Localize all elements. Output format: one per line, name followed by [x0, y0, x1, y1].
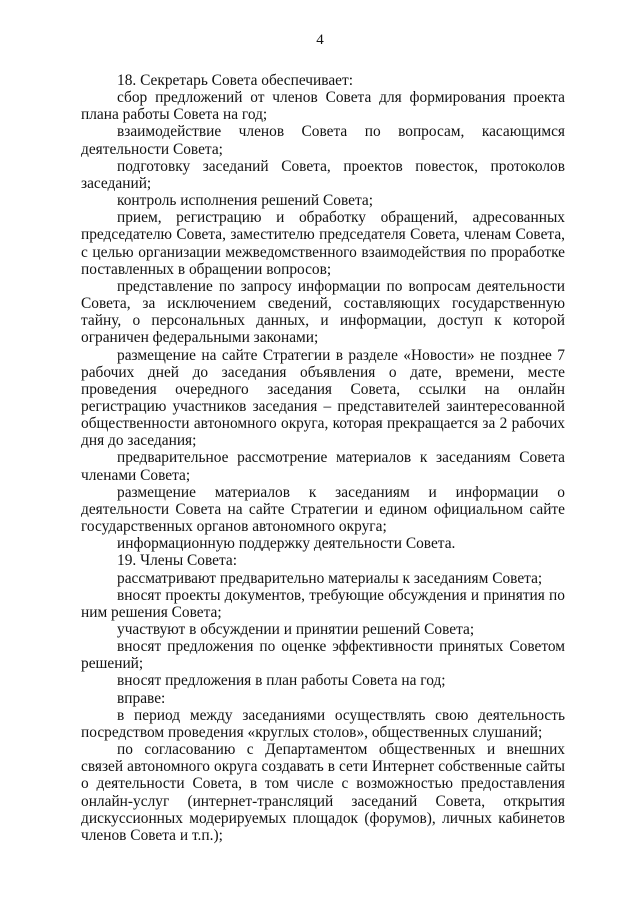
- paragraph: 19. Члены Совета:: [117, 552, 238, 570]
- page-number: 4: [316, 32, 324, 48]
- paragraph: в период между заседаниями осуществлять свою деятельность посредством проведения «круглых столов», общественных слушаний;: [81, 706, 565, 741]
- paragraph: вносят предложения по оценке эффективности принятых Советом решений;: [81, 638, 565, 673]
- paragraph: вносят предложения в план работы Совета на год;: [117, 672, 446, 690]
- paragraph: взаимодействие членов Совета по вопросам, касающимся деятельности Совета;: [81, 123, 565, 158]
- paragraph: участвуют в обсуждении и принятии решений Совета;: [117, 621, 475, 638]
- paragraph: представление по запросу информации по вопросам деятельности Совета, за исключением сведений, составляющих государственную тайну, о персональных данных, и информации, доступ к которой ограничен федеральными законами;: [81, 277, 565, 347]
- paragraph: предварительное рассмотрение материалов к заседаниям Совета членами Совета;: [81, 449, 565, 484]
- paragraph: рассматривают предварительно материалы к заседаниям Совета;: [117, 569, 543, 587]
- paragraph: контроль исполнения решений Совета;: [117, 192, 373, 210]
- paragraph: прием, регистрацию и обработку обращений, адресованных председателю Совета, заместителю председателя Совета, членам Совета, с целью организации межведомственного взаимодействия по проработке поставленных в обращении вопросов;: [81, 209, 565, 278]
- paragraph: подготовку заседаний Совета, проектов повесток, протоколов заседаний;: [81, 157, 565, 192]
- paragraph: сбор предложений от членов Совета для формирования проекта плана работы Совета на год;: [81, 89, 565, 124]
- document-body: [81, 72, 565, 844]
- paragraph: вносят проекты документов, требующие обсуждения и принятия по ним решения Совета;: [81, 586, 565, 621]
- paragraph: информационную поддержку деятельности Совета.: [117, 535, 456, 553]
- paragraph: по согласованию с Департаментом общественных и внешних связей автономного округа создавать в сети Интернет собственные сайты о деятельности Совета, в том числе с возможностью предоставления онлайн-услуг (интернет-трансляций заседаний Совета, открытия дискуссионных модерируемых площадок (форумов), личных кабинетов членов Совета и т.п.);: [81, 741, 565, 844]
- paragraph: размещение на сайте Стратегии в разделе «Новости» не позднее 7 рабочих дней до заседания объявления о дате, времени, месте проведения очередного заседания Совета, ссылки на онлайн регистрацию участников заседания – представителей заинтересованной общественности автономного округа, которая прекращается за 2 рабочих дня до заседания;: [81, 346, 565, 450]
- paragraph: 18. Секретарь Совета обеспечивает:: [117, 72, 353, 89]
- paragraph: вправе:: [117, 689, 166, 707]
- paragraph: размещение материалов к заседаниям и информации о деятельности Совета на сайте Стратегии и едином официальном сайте государственных органов автономного округа;: [81, 483, 565, 536]
